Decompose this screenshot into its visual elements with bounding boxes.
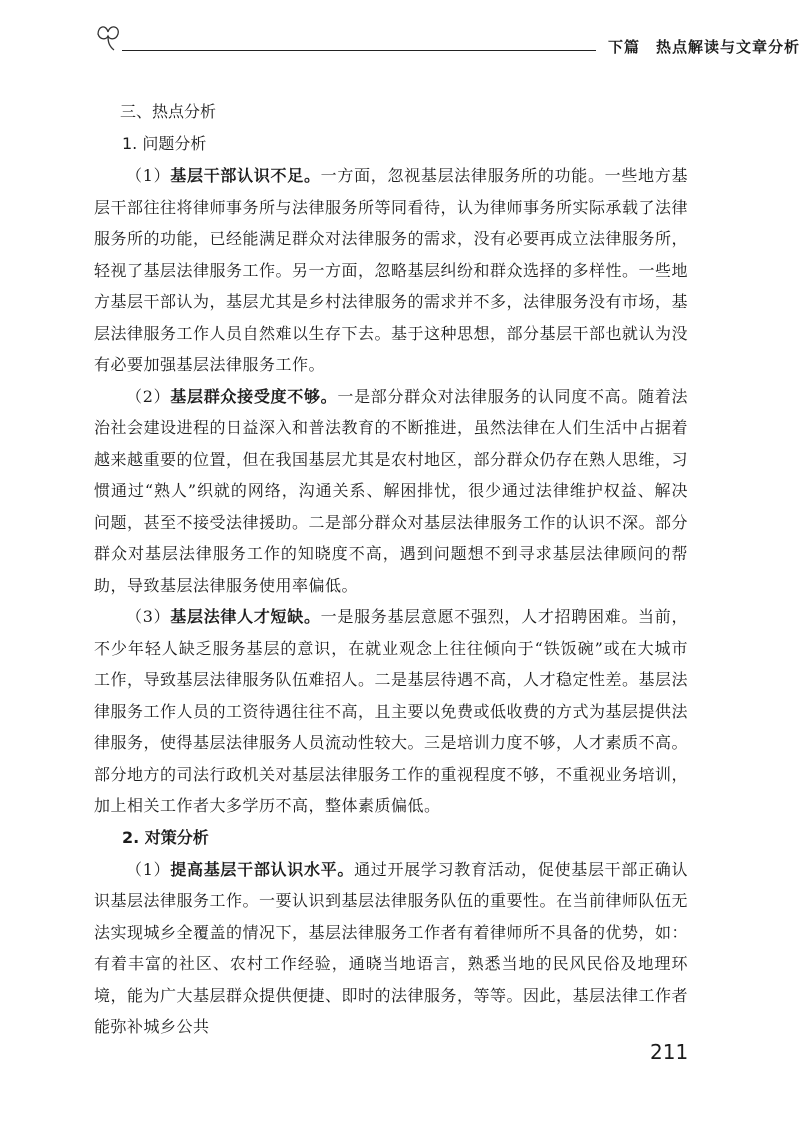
item-body: 一是服务基层意愿不强烈，人才招聘困难。当前，不少年轻人缺乏服务基层的意识，在就业观念上往往倾向于“铁饭碗”或在大城市工作，导致基层法律服务队伍难招人。二是基层待遇不高，人才稳定性差。基层法律服务工作人员的工资待遇往往不高，且主要以免费或低收费的方式为基层提供法律服务，使得基层法律服务人员流动性较大。三是培训力度不够，人才素质不高。部分地方的司法行政机关对基层法律服务工作的重视程度不够，不重视业务培训，加上相关工作者大多学历不高，整体素质偏低。 <box>94 607 689 815</box>
item-number: （1） <box>126 166 171 185</box>
paragraph-problem-3 <box>94 601 688 822</box>
paragraph-countermeasure-1 <box>94 854 688 1043</box>
item-lead: 基层法律人才短缺。 <box>170 607 321 626</box>
item-lead: 基层群众接受度不够。 <box>170 386 338 406</box>
item-lead: 提高基层干部认识水平。 <box>170 859 355 879</box>
item-number: （1） <box>126 859 171 879</box>
item-body: 一是部分群众对法律服务的认同度不高。随着法治社会建设进程的日益深入和普法教育的不断推进，虽然法律在人们生活中占据着越来越重要的位置，但在我国基层尤其是农村地区，部分群众仍存在熟人思维，习惯通过“熟人”织就的网络，沟通关系、解困排忧，很少通过法律维护权益、解决问题，甚至不接受法律援助。二是部分群众对基层法律服务工作的认识不深。部分群众对基层法律服务工作的知晓度不高，遇到问题想不到寻求基层法律顾问的帮助，导致基层法律服务使用率偏低。 <box>94 386 689 595</box>
header-title: 下篇 热点解读与文章分析 <box>608 38 800 56</box>
page-number: 211 <box>650 1040 689 1064</box>
item-number: （3） <box>126 607 171 626</box>
paragraph-problem-1 <box>94 160 688 381</box>
page-body <box>94 96 688 1043</box>
header-rule <box>122 50 596 51</box>
subsection-title-countermeasure: 2. 对策分析 <box>122 827 209 847</box>
section-title: 三、热点分析 <box>120 102 217 121</box>
item-lead: 基层干部认识不足。 <box>170 166 321 185</box>
sprout-icon <box>92 22 126 56</box>
item-body: 通过开展学习教育活动，促使基层干部正确认识基层法律服务工作。一要认识到基层法律服务队伍的重要性。在当前律师队伍无法实现城乡全覆盖的情况下，基层法律服务工作者有着律师所不具备的优势，如：有着丰富的社区、农村工作经验，通晓当地语言，熟悉当地的民风民俗及地理环境，能为广大基层群众提供便捷、即时的法律服务，等等。因此，基层法律工作者能弥补城乡公共 <box>94 859 689 1036</box>
subsection-title-problem: 1. 问题分析 <box>122 134 207 153</box>
item-body: 一方面，忽视基层法律服务所的功能。一些地方基层干部往往将律师事务所与法律服务所等同看待，认为律师事务所实际承载了法律服务所的功能，已经能满足群众对法律服务的需求，没有必要再成立法律服务所，轻视了基层法律服务工作。另一方面，忽略基层纠纷和群众选择的多样性。一些地方基层干部认为，基层尤其是乡村法律服务的需求并不多，法律服务没有市场，基层法律服务工作人员自然难以生存下去。基于这种思想，部分基层干部也就认为没有必要加强基层法律服务工作。 <box>94 166 689 374</box>
paragraph-problem-2 <box>94 381 688 602</box>
running-header <box>92 22 800 62</box>
item-number: （2） <box>126 386 171 406</box>
